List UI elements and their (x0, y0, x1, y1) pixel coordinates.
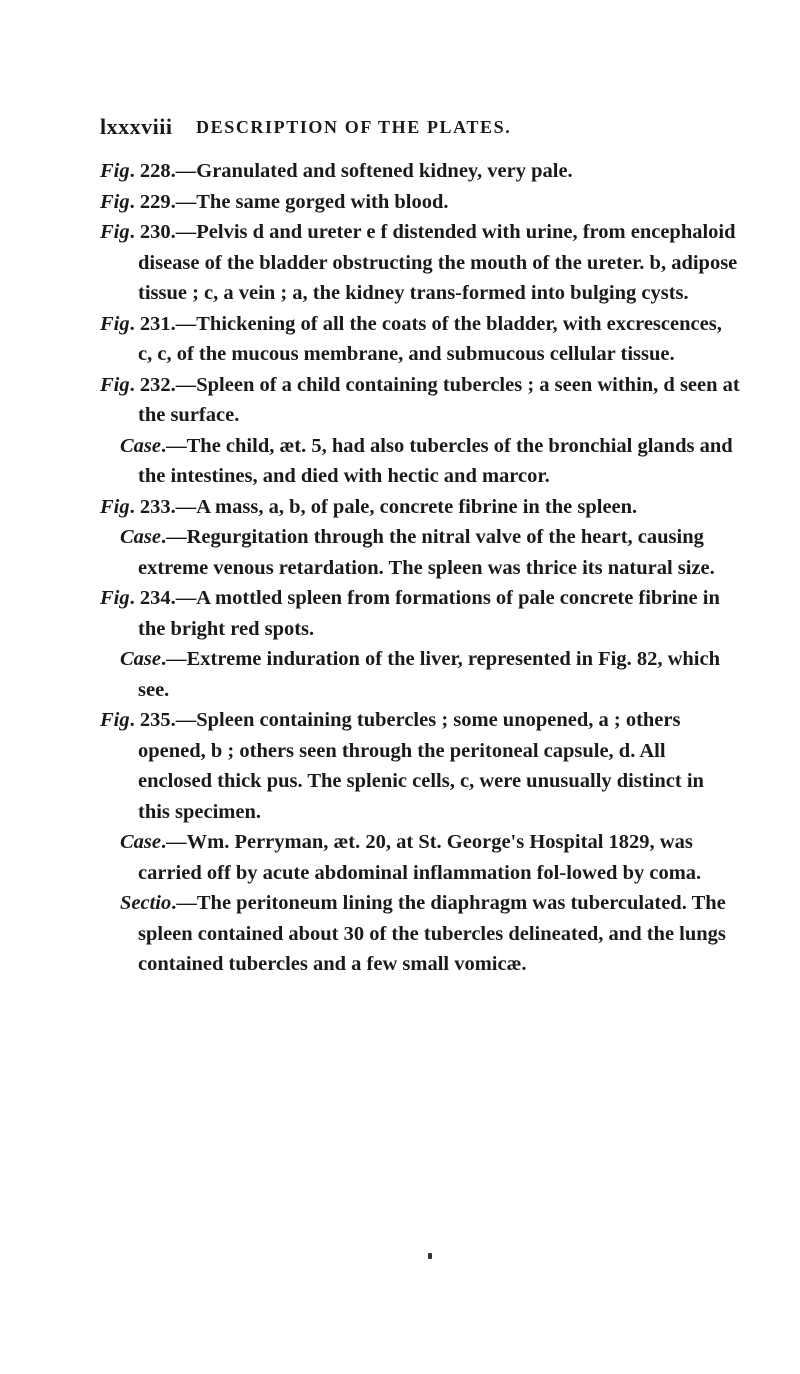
entry-fig-230 (100, 217, 740, 309)
entry-label: Fig (100, 495, 130, 518)
entry-text: . 233.—A mass, a, b, of pale, concrete fibrine in the spleen. (129, 495, 638, 518)
entry-fig-233 (100, 492, 740, 523)
entry-label: Case (120, 526, 161, 548)
entry-text: . 235.—Spleen containing tubercles ; some unopened, a ; others opened, b ; others seen through the peritoneal capsule, d. All enclosed thick pus. The splenic cells, c, were unusually distinct in this specimen. (129, 709, 704, 823)
entry-fig-232 (100, 370, 740, 431)
entry-label: Fig (100, 373, 130, 396)
entry-label: Fig (100, 709, 130, 731)
entry-label: Fig (100, 312, 130, 335)
entry-text: . 234.—A mottled spleen from formations of pale concrete fibrine in the bright red spots. (129, 587, 720, 640)
entry-text: .—The peritoneum lining the diaphragm was tuberculated. The spleen contained about 30 of the tubercles delineated, and the lungs contained tubercles and a few small vomicæ. (138, 892, 726, 975)
entry-sectio-235 (100, 888, 740, 980)
entry-fig-235 (100, 705, 740, 827)
entry-text: .—Extreme induration of the liver, represented in Fig. 82, which see. (138, 648, 720, 701)
entry-label: Sectio (120, 892, 172, 914)
entry-text: . 229.—The same gorged with blood. (129, 190, 449, 213)
entry-case-234 (100, 644, 740, 705)
entry-text: .—Regurgitation through the nitral valve of the heart, causing extreme venous retardation. The spleen was thrice its natural size. (138, 526, 715, 579)
plate-descriptions (100, 156, 740, 980)
entry-fig-231 (100, 309, 740, 370)
page-header (100, 114, 740, 144)
entry-text: . 230.—Pelvis d and ureter e f distended with urine, from encephaloid disease of the bladder obstructing the mouth of the ureter. b, adipose tissue ; c, a vein ; a, the kidney trans-formed into bulging cysts. (129, 221, 738, 304)
entry-text: . 228.—Granulated and softened kidney, very pale. (129, 160, 573, 182)
entry-fig-229 (100, 187, 740, 218)
entry-case-235 (100, 827, 740, 888)
entry-text: . 232.—Spleen of a child containing tubercles ; a seen within, d seen at the surface. (129, 373, 740, 426)
page-number: lxxxviii (100, 114, 173, 139)
entry-label: Fig (100, 221, 130, 243)
entry-fig-234 (100, 583, 740, 644)
entry-text: .—The child, æt. 5, had also tubercles of the bronchial glands and the intestines, and died with hectic and marcor. (138, 434, 733, 487)
entry-text: . 231.—Thickening of all the coats of the bladder, with excrescences, c, c, of the mucous membrane, and submucous cellular tissue. (129, 312, 722, 365)
entry-label: Fig (100, 160, 130, 182)
running-title: DESCRIPTION OF THE PLATES. (196, 117, 512, 137)
entry-case-232 (100, 431, 740, 492)
entry-case-233 (100, 522, 740, 583)
entry-text: .—Wm. Perryman, æt. 20, at St. George's Hospital 1829, was carried off by acute abdominal inflammation fol-lowed by coma. (138, 831, 702, 884)
entry-label: Fig (100, 587, 130, 609)
entry-label: Case (120, 831, 161, 853)
signature-mark (428, 1253, 432, 1259)
entry-label: Case (120, 434, 161, 457)
entry-label: Case (120, 648, 161, 670)
entry-label: Fig (100, 190, 130, 213)
entry-fig-228 (100, 156, 740, 187)
